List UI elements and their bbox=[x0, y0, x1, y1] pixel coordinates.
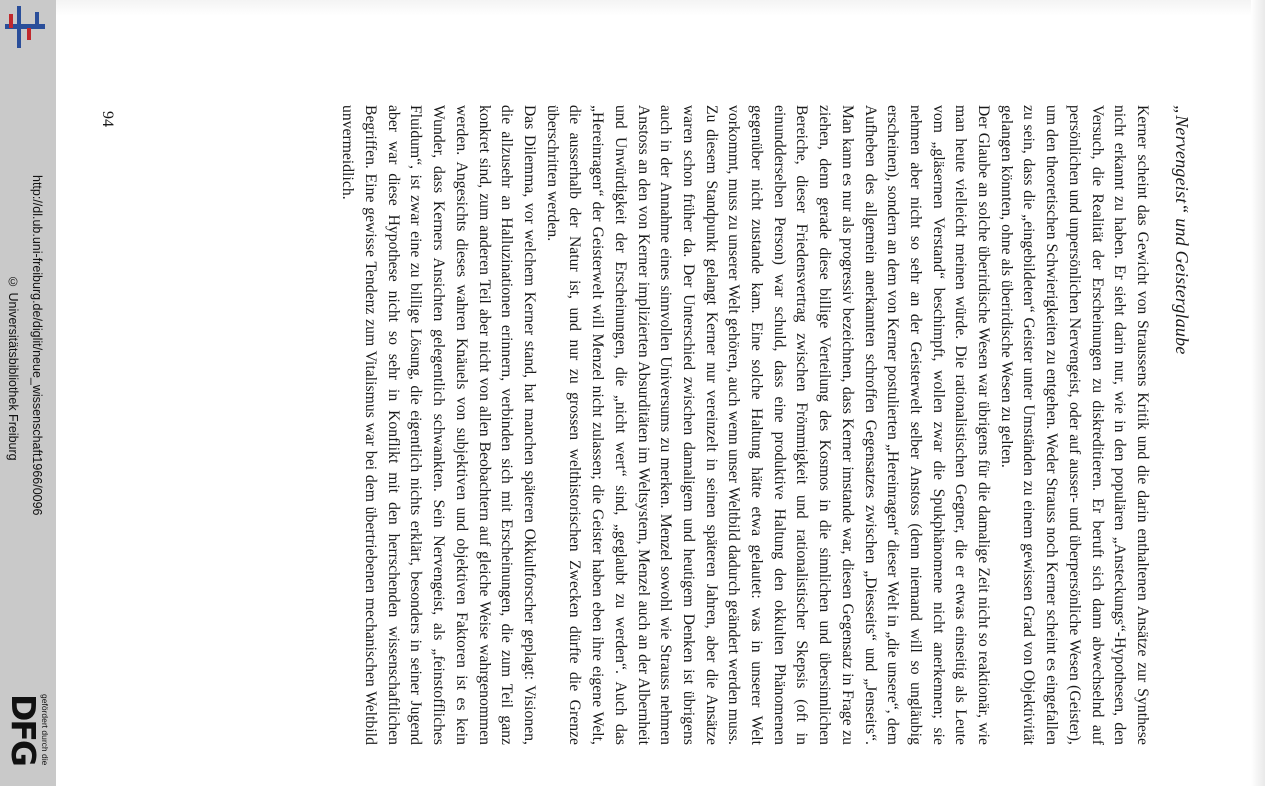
paragraph: Der Glaube an solche überirdische Wesen war übrigens für die damalige Zeit nicht so reaktionär, wie man heute vielleicht meinen würde. Die rationalistischen Gegner, die er etwas einseitig als Leute vom „gläsernen Verstand“ beschimpft, wollen zwar die Spukphänomene nicht anerkennen; sie nehmen aber nicht so sehr an der Geisterwelt selber Anstoss (denn niemand will so ungläubig erscheinen), sondern an dem von Kerner postulierten „Hereinragen“ dieser Welt in „die unsere“, dem Aufheben des allgemein anerkannten schroffen Gegensatzes zwischen „Diesseits“ und „Jenseits“. Man kann es nur als progressiv bezeichnen, dass Kerner imstande war, diesen Gegensatz in Frage zu ziehen, denn gerade diese billige Verteilung des Kosmos in die sinnlichen und übersinnlichen Bereiche, dieser Friedensvertrag zwischen Frömmigkeit und rationalistischer Skepsis (oft in einundderselben Person) war schuld, dass eine produktive Haltung den okkulten Phänomenen gegenüber nicht zustande kam. Eine solche Haltung hätte etwa gelautet: was in unserer Welt vorkommt, muss zu unserer Welt gehören, auch wenn unser Weltbild dadurch geändert werden muss. Zu diesem Standpunkt gelangt Kerner nur vereinzelt in seinen späteren Jahren, aber die Ansätze waren schon früher da. Der Unterschied zwischen damaligem und heutigem Denken ist übrigens auch in der Annahme eines sinnvollen Universums zu merken. Menzel sowohl wie Strauss nehmen Anstoss an den von Kerner implizierten Absurditäten im Weltsystem, Menzel auch an der Albernheit und Unwürdigkeit der Erscheinungen, die „nicht wert“ sind, „geglaubt zu werden“. Auch das „Hereinragen“ der Geisterwelt will Menzel nicht zulassen; die Geister haben eben ihre eigene Welt, die ausserhalb der Natur ist, und nur zu grossen welthistorischen Zwecken dürfte die Grenze überschritten werden. bbox=[543, 105, 993, 745]
page-number: 94 bbox=[99, 111, 116, 127]
rotated-page-content bbox=[336, 105, 1192, 745]
dfg-logo: DFG bbox=[4, 694, 43, 766]
viewer-sidebar bbox=[0, 0, 56, 786]
running-head: „Nervengeist“ und Geisterglaube bbox=[1172, 105, 1192, 355]
scan-edge-right bbox=[1251, 0, 1265, 786]
scan-edge-top bbox=[56, 0, 1265, 16]
copyright-notice: © Universitätsbibliothek Freiburg bbox=[6, 275, 20, 461]
paragraph: Kerner scheint das Gewicht von Straussens Kritik und die darin enthaltenen Ansätze zur Synthese nicht erkannt zu haben. Er sieht darin nur, wie in den populären „Ansteckungs“-Hypothesen, den Versuch, die Realität der Erscheinungen zu diskreditieren. Er beruft sich dann abwechselnd auf persönlichen und unpersönlichen Nervengeist, oder auf ausser- und überpersönliche Wesen (Geister), um den theoretischen Schwierigkeiten zu entgehen. Weder Strauss noch Kerner scheint es eingefallen zu sein, dass die „eingebildeten“ Geister unter Umständen zu einem gewissen Grad von Objektivität gelangen könnten, ohne als überirdische Wesen zu gelten. bbox=[997, 105, 1151, 745]
document-url[interactable]: http://dl.ub.uni-freiburg.de/diglit/neue_wissenschaft1966/0096 bbox=[30, 175, 44, 516]
dfg-funding-caption: gefördert durch die bbox=[40, 694, 50, 766]
page-body bbox=[336, 105, 1153, 745]
university-library-logo bbox=[3, 4, 47, 50]
paragraph: Das Dilemma, vor welchem Kerner stand, hat manchen späteren Okkultforscher geplagt: Visionen, die allzusehr an Halluzinationen erinnern, verbinden sich mit Erscheinungen, die zum Teil ganz konkret sind, zum anderen Teil aber nicht von allen Beobachtern auf gleiche Weise wahrgenommen werden. Angesichts dieses wahren Knäuels von subjektiven und objektiven Faktoren ist es kein Wunder, dass Kerners Ansichten gelegentlich schwankten. Sein Nervengeist, als „feinstoffliches Fluidum“, ist zwar eine zu billige Lösung, die eigentlich nichts erklärt, besonders in seiner Jugend aber war diese Hypothese nicht so sehr in Konflikt mit den herrschenden wissenschaftlichen Begriffen. Eine gewisse Tendenz zum Vitalismus war bei dem übertriebenen mechanischen Weltbild unvermeidlich. bbox=[339, 105, 539, 745]
